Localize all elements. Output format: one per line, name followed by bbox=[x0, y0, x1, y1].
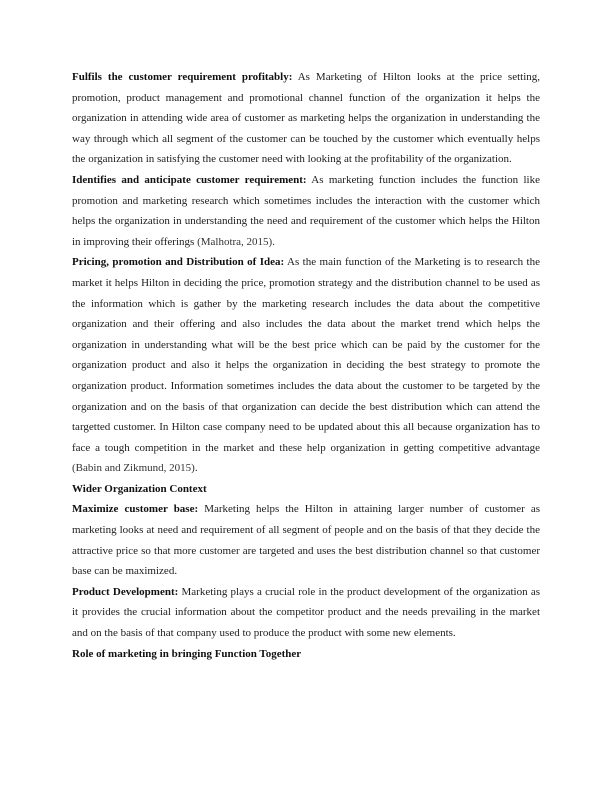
paragraph-body: As Marketing of Hilton looks at the price setting, promotion, product management and promotional channel function of the organization it helps the organization in attending wide area of customer as marketing helps the organization in understanding the way through which all segment of the customer can be touched by the customer which eventually helps the organization in satisfying the customer need with looking at the profitability of the organization. bbox=[72, 71, 540, 166]
paragraph-title: Identifies and anticipate customer requirement: bbox=[72, 173, 307, 186]
paragraph-body: Marketing helps the Hilton in attaining larger number of customer as marketing looks at need and requirement of all segment of people and on the basis of that they decide the attractive price so that more customer are targeted and uses the best distribution channel so that customer base can be maximized. bbox=[72, 503, 540, 578]
paragraph-title: Product Development: bbox=[72, 585, 179, 598]
heading-wider-context: Wider Organization Context bbox=[72, 482, 207, 495]
paragraph-maximize-customer-base bbox=[72, 499, 540, 581]
paragraph-identifies-requirement bbox=[72, 170, 540, 252]
citation: (Babin and Zikmund, 2015). bbox=[72, 462, 198, 475]
paragraph-title: Maximize customer base: bbox=[72, 503, 199, 516]
paragraph-product-development bbox=[72, 582, 540, 644]
paragraph-body: As the main function of the Marketing is to research the market it helps Hilton in deciding the price, promotion strategy and the distribution channel to be used as the information which is gather by the marketing research includes the data about the competitive organization and their offering and also includes the data about the market trend which helps the organization in understanding what will be the best price which can be paid by the customer for the organization product and also it helps the organization in deciding the best strategy to promote the organization product. Information sometimes includes the data about the customer to be targeted by the organization and on the basis of that organization can decide the best distribution which can attend the targetted customer. In Hilton case company need to be updated about this all because organization has to face a tough competition in the market and these help organization in getting competitive advantage bbox=[72, 256, 540, 454]
paragraph-body: As marketing function includes the function like promotion and marketing research which sometimes includes the interaction with the customer which helps the organization in understanding the need and requirement of the customer which helps the Hilton in improving their offerings bbox=[72, 173, 540, 248]
document-page bbox=[72, 67, 540, 664]
paragraph-title: Pricing, promotion and Distribution of Idea: bbox=[72, 256, 285, 269]
paragraph-pricing-promotion bbox=[72, 252, 540, 479]
heading-role-of-marketing: Role of marketing in bringing Function Together bbox=[72, 647, 302, 660]
paragraph-fulfils-requirement bbox=[72, 67, 540, 170]
paragraph-title: Fulfils the customer requirement profitably: bbox=[72, 71, 293, 83]
paragraph-body: Marketing plays a crucial role in the product development of the organization as it provides the crucial information about the competitor product and the needs prevailing in the market and on the basis of that company used to produce the product with some new elements. bbox=[72, 585, 540, 640]
citation: (Malhotra, 2015). bbox=[197, 235, 275, 248]
